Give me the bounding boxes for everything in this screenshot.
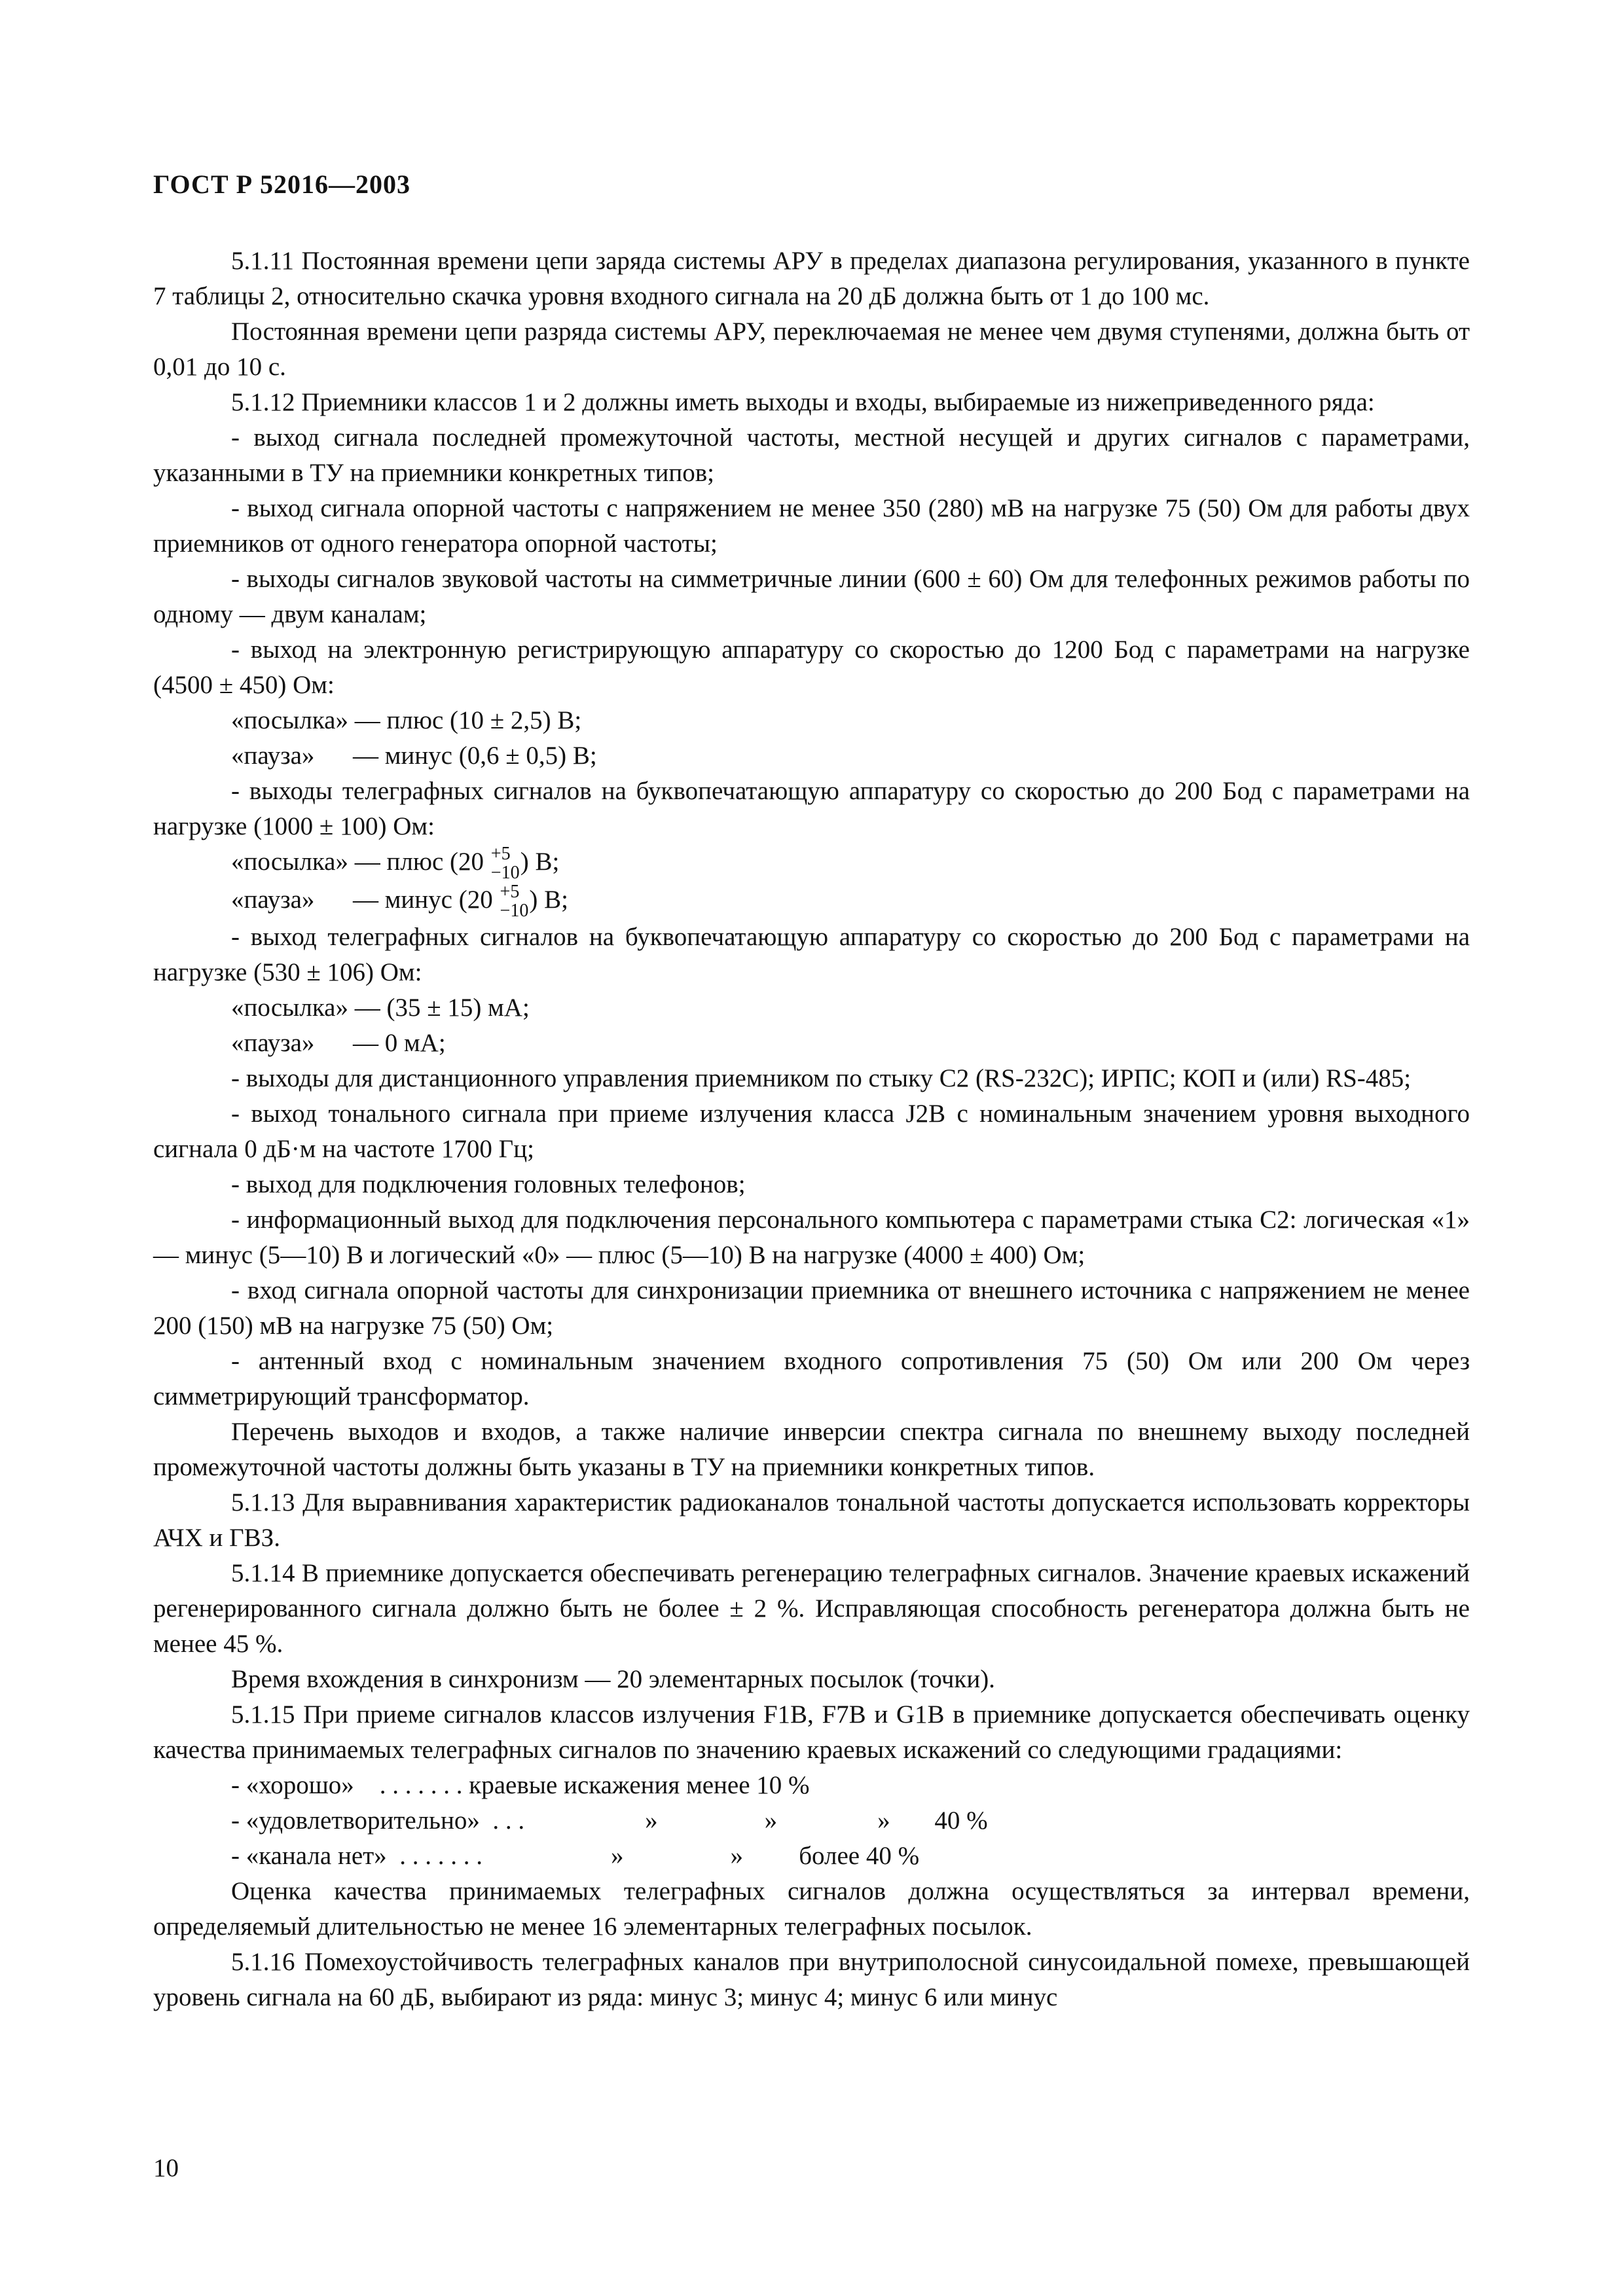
signal-value: — плюс (10 ± 2,5) В; [354,706,582,734]
list-item: - вход сигнала опорной частоты для синхронизации приемника от внешнего источника с напряжением не менее 200 (150) мВ на нагрузке 75 (50) Ом; [153,1276,1470,1340]
paragraph-5-1-13: 5.1.13 Для выравнивания характеристик радиоканалов тональной частоты допускается использовать корректоры АЧХ и ГВЗ. [153,1488,1470,1552]
paragraph-5-1-14: 5.1.14 В приемнике допускается обеспечивать регенерацию телеграфных сигналов. Значение краевых искажений регенерированного сигнала должно быть не более ± 2 %. Исправляющая способность регенератора должна быть не менее 45 %. [153,1559,1470,1659]
signal-line [153,738,1470,774]
gradation-value: краевые искажения менее 10 % [469,1771,810,1800]
list-item: - выход для подключения головных телефонов; [231,1170,746,1199]
list-item: - антенный вход с номинальным значением входного сопротивления 75 (50) Ом или 200 Ом через симметрирующий трансформатор. [153,1347,1470,1411]
signal-name: «пауза» [231,885,315,914]
list-item: - выход телеграфных сигналов на буквопечатающую аппаратуру со скоростью до 200 Бод с параметрами на нагрузке (530 ± 106) Ом: [153,923,1470,987]
signal-value: — плюс (20 [354,848,484,876]
gradation-label: - «канала нет» [231,1842,387,1871]
signal-line [153,1026,1470,1061]
signal-value: — минус (0,6 ± 0,5) В; [353,742,597,770]
signal-unit: ) В; [529,885,568,914]
gradation-label: - «удовлетворительно» [231,1806,480,1835]
list-item: - выход тонального сигнала при приеме излучения класса J2B с номинальным значением уровня выходного сигнала 0 дБ·м на частоте 1700 Гц; [153,1100,1470,1164]
signal-value: — минус (20 [353,885,493,914]
document-header: ГОСТ Р 52016—2003 [153,170,411,199]
gradation-row [153,1768,1470,1803]
page-number: 10 [153,2154,179,2182]
signal-line [153,882,1470,920]
paragraph-5-1-16: 5.1.16 Помехоустойчивость телеграфных каналов при внутриполосной синусоидальной помехе, превышающей уровень сигнала на 60 дБ, выбирают из ряда: минус 3; минус 4; минус 6 или минус [153,1948,1470,2012]
gradation-dots: . . . . . . . [399,1842,483,1871]
ditto-mark: » [764,1806,778,1835]
list-item: - выходы сигналов звуковой частоты на симметричные линии (600 ± 60) Ом для телефонных режимов работы по одному — двум каналам; [153,565,1470,628]
signal-value: — (35 ± 15) мА; [354,994,530,1022]
paragraph-sync: Время вхождения в синхронизм — 20 элементарных посылок (точки). [231,1665,995,1694]
signal-line [153,990,1470,1026]
gradation-value: 40 % [934,1806,988,1835]
signal-line [153,703,1470,738]
signal-name: «посылка» [231,848,348,876]
list-item: - выходы для дистанционного управления приемником по стыку С2 (RS-232C); ИРПС; КОП и (или) RS-485; [231,1064,1412,1093]
list-item: - информационный выход для подключения персонального компьютера с параметрами стыка С2: логическая «1» — минус (5—10) В и логический «0» — плюс (5—10) В на нагрузке (4000 ± 400) Ом; [153,1206,1470,1270]
tolerance-upper: +5 [500,882,520,903]
paragraph-5-1-15: 5.1.15 При приеме сигналов классов излучения F1B, F7B и G1B в приемнике допускается обеспечивать оценку качества принимаемых телеграфных сигналов по значению краевых искажений со следующими градациями: [153,1700,1470,1765]
paragraph-5-1-11: 5.1.11 Постоянная времени цепи заряда системы АРУ в пределах диапазона регулирования, указанного в пункте 7 таблицы 2, относительно скачка уровня входного сигнала на 20 дБ должна быть от 1 до 100 мс. [153,247,1470,310]
gradation-dots: . . . [492,1806,525,1835]
ditto-mark: » [877,1806,890,1835]
ditto-mark: » [610,1842,624,1871]
ditto-mark: » [730,1842,743,1871]
list-item: - выход на электронную регистрирующую аппаратуру со скоростью до 1200 Бод с параметрами на нагрузке (4500 ± 450) Ом: [153,636,1470,699]
tolerance-lower: −10 [500,900,529,921]
gradation-dots: . . . . . . . [379,1771,463,1800]
gradation-row [153,1803,1470,1839]
signal-name: «пауза» [231,1029,315,1058]
list-item: - выходы телеграфных сигналов на буквопечатающую аппаратуру со скоростью до 200 Бод с параметрами на нагрузке (1000 ± 100) Ом: [153,777,1470,840]
signal-value: — 0 мА; [353,1029,446,1058]
signal-name: «пауза» [231,742,315,770]
tolerance [500,884,528,920]
list-item: - выход сигнала опорной частоты с напряжением не менее 350 (280) мВ на нагрузке 75 (50) Ом для работы двух приемников от одного генератора опорной частоты; [153,494,1470,558]
signal-name: «посылка» [231,706,348,734]
signal-name: «посылка» [231,994,348,1022]
paragraph-discharge: Постоянная времени цепи разряда системы АРУ, переключаемая не менее чем двумя ступенями, должна быть от 0,01 до 10 с. [153,317,1470,381]
gradation-value: более 40 % [799,1842,920,1871]
list-item: - выход сигнала последней промежуточной частоты, местной несущей и других сигналов с параметрами, указанными в ТУ на приемники конкретных типов; [153,423,1470,487]
ditto-mark: » [645,1806,658,1835]
gradation-row [153,1839,1470,1874]
tolerance-lower: −10 [490,863,520,884]
tolerance [491,846,520,882]
gradation-label: - «хорошо» [231,1771,354,1800]
signal-line [153,844,1470,882]
document-body [153,243,1470,2015]
paragraph-assessment: Оценка качества принимаемых телеграфных сигналов должна осуществляться за интервал времени, определяемый длительностью не менее 16 элементарных телеграфных посылок. [153,1877,1470,1941]
signal-unit: ) В; [520,848,560,876]
tolerance-upper: +5 [490,844,511,865]
paragraph-5-1-12: 5.1.12 Приемники классов 1 и 2 должны иметь выходы и входы, выбираемые из нижеприведенного ряда: [231,388,1375,416]
paragraph-outputs: Перечень выходов и входов, а также наличие инверсии спектра сигнала по внешнему выходу последней промежуточной частоты должны быть указаны в ТУ на приемники конкретных типов. [153,1418,1470,1482]
